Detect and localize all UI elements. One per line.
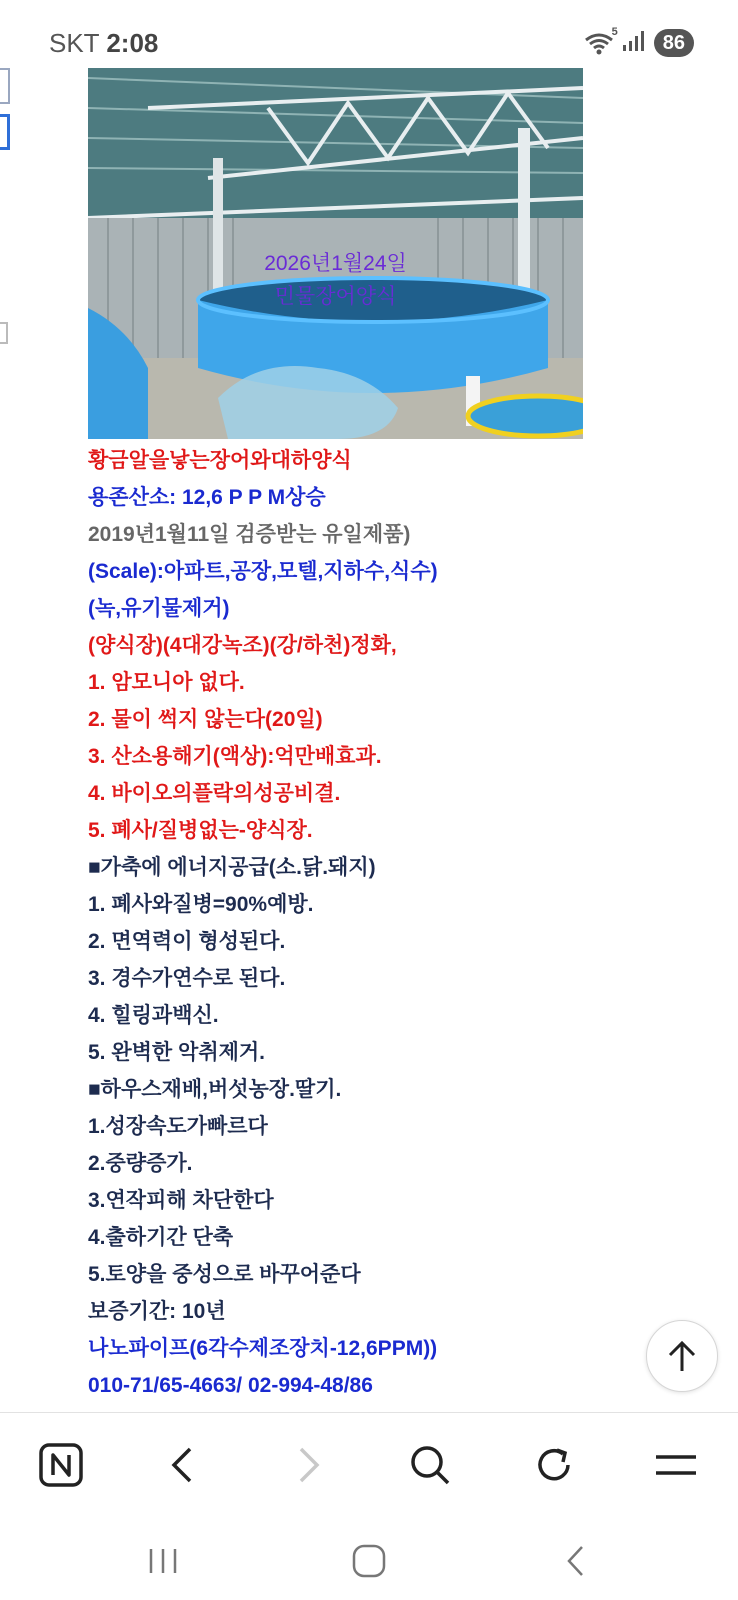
forward-icon: [293, 1445, 323, 1485]
search-icon: [408, 1443, 452, 1487]
text-line: 1. 암모니아 없다.: [88, 671, 245, 694]
status-carrier-time: [49, 28, 158, 59]
recent-apps-button[interactable]: [135, 1536, 191, 1586]
text-line: 3.연작피해 차단한다: [88, 1189, 274, 1212]
home-icon: [351, 1543, 387, 1579]
text-line: ■가축에 에너지공급(소.닭.돼지): [88, 856, 376, 879]
text-line: 나노파이프(6각수제조장치-12,6PPM)): [88, 1337, 438, 1360]
text-line: 4. 힐링과백신.: [88, 1004, 219, 1027]
text-line: (Scale):아파트,공장,모텔,지하수,식수): [88, 560, 438, 583]
aquaculture-photo: [88, 68, 583, 439]
menu-button[interactable]: [646, 1435, 706, 1495]
home-button[interactable]: [341, 1536, 397, 1586]
text-line: (양식장)(4대강녹조)(강/하천)정화,: [88, 634, 397, 657]
article-body: [88, 442, 688, 1404]
text-line: 2019년1월11일 검증받는 유일제품): [88, 523, 411, 546]
text-line: 5. 폐사/질병없는-양식장.: [88, 819, 313, 842]
status-bar: [0, 0, 738, 66]
text-line: 5.토양을 중성으로 바꾸어준다: [88, 1263, 361, 1286]
text-line: 용존산소: 12,6 P P M상승: [88, 486, 326, 509]
photo-caption-title: 민물장어양식: [274, 285, 397, 308]
back-button[interactable]: [153, 1435, 213, 1495]
browser-toolbar: [0, 1412, 738, 1522]
system-back-icon: [564, 1544, 588, 1578]
menu-icon: [654, 1450, 698, 1480]
text-line: 4. 바이오의플락의성공비결.: [88, 782, 341, 805]
text-line: ■하우스재배,버섯농장.딸기.: [88, 1078, 342, 1101]
text-line: 2. 물이 썩지 않는다(20일): [88, 708, 323, 731]
system-back-button[interactable]: [548, 1536, 604, 1586]
search-button[interactable]: [400, 1435, 460, 1495]
signal-icon: [622, 30, 646, 57]
text-line: 3. 산소용해기(액상):억만배효과.: [88, 745, 382, 768]
system-navigation-bar: [0, 1522, 738, 1600]
status-icons: [584, 28, 694, 58]
text-line: 3. 경수가연수로 된다.: [88, 967, 286, 990]
battery-badge: 86: [654, 29, 694, 57]
clipped-frame-3: [0, 322, 8, 344]
photo-caption-date: 2026년1월24일: [264, 252, 407, 275]
text-line: 4.출하기간 단축: [88, 1226, 234, 1249]
wifi-gen-label: 5: [611, 26, 618, 38]
text-line: 1.성장속도가빠르다: [88, 1115, 268, 1138]
refresh-button[interactable]: [524, 1435, 584, 1495]
forward-button[interactable]: [278, 1435, 338, 1495]
phone-link[interactable]: 010-71/65-4663/ 02-994-48/86: [88, 1374, 373, 1397]
text-line: (녹,유기물제거): [88, 597, 230, 620]
carrier-label: SKT: [49, 28, 100, 58]
text-line: 2.중량증가.: [88, 1152, 193, 1175]
text-line: 보증기간: 10년: [88, 1300, 226, 1323]
wifi-icon: [584, 26, 618, 56]
naver-home-icon: [38, 1442, 84, 1488]
back-icon: [168, 1445, 198, 1485]
refresh-icon: [533, 1444, 575, 1486]
naver-home-button[interactable]: [31, 1435, 91, 1495]
text-line: 2. 면역력이 형성된다.: [88, 930, 286, 953]
clock: 2:08: [106, 28, 159, 58]
text-line: 황금알을낳는장어와대하양식: [88, 449, 352, 472]
clipped-frame-2: [0, 114, 10, 150]
scroll-to-top-button[interactable]: [646, 1320, 718, 1392]
text-line: 5. 완벽한 악취제거.: [88, 1041, 266, 1064]
text-line: 1. 폐사와질병=90%예방.: [88, 893, 314, 916]
arrow-up-icon: [667, 1339, 697, 1373]
recent-apps-icon: [146, 1546, 180, 1576]
clipped-frame-1: [0, 68, 10, 104]
